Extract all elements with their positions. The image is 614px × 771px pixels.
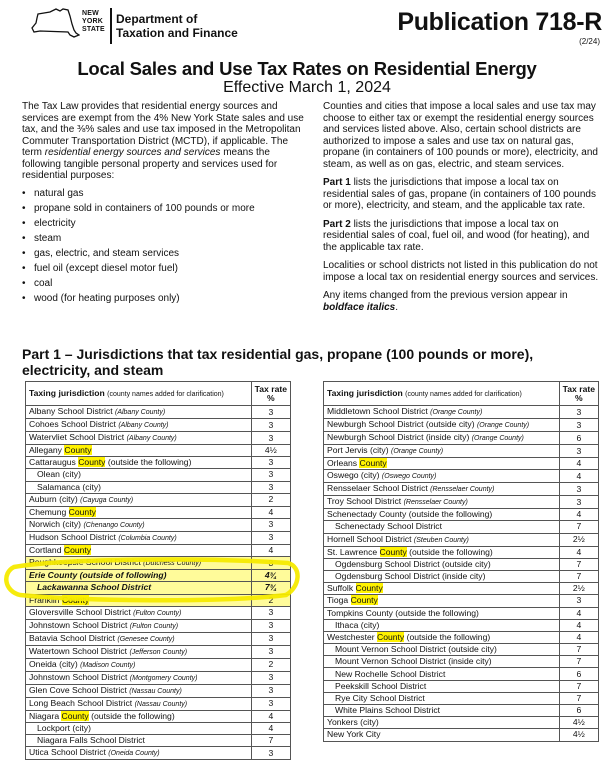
jurisdiction-cell: Johnstown School District (Fulton County) bbox=[26, 619, 252, 632]
tax-rate-cell: 3 bbox=[251, 747, 290, 760]
tax-rate-cell: 6 bbox=[559, 705, 598, 717]
table-row bbox=[324, 668, 599, 680]
tax-rate-cell: 7 bbox=[559, 570, 598, 582]
jurisdiction-cell: Poughkeepsie School District (Dutchess County) bbox=[26, 557, 252, 570]
jurisdiction-cell: Lockport (city) bbox=[26, 722, 252, 734]
tax-rate-cell: 3 bbox=[251, 406, 290, 419]
publication-number: Publication 718-R bbox=[397, 8, 602, 36]
jurisdiction-cell: Allegany County bbox=[26, 445, 252, 457]
tax-rate-cell: 4 bbox=[559, 509, 598, 521]
table-row bbox=[324, 432, 599, 445]
table-header-row bbox=[324, 382, 599, 406]
jurisdiction-cell: White Plains School District bbox=[324, 705, 560, 717]
tax-rate-cell: 7 bbox=[559, 558, 598, 570]
tax-rate-cell: 7 bbox=[559, 692, 598, 704]
changes-note: Any items changed from the previous version appear in boldface italics. bbox=[323, 290, 568, 313]
tax-rate-cell: 3 bbox=[251, 619, 290, 632]
table-row bbox=[26, 619, 291, 632]
jurisdiction-cell: Newburgh School District (outside city) (Orange County) bbox=[324, 419, 560, 432]
county-note: (Cayuga County) bbox=[80, 496, 134, 504]
jurisdiction-cell: Troy School District (Rensselaer County) bbox=[324, 496, 560, 509]
tax-rate-cell: 2 bbox=[251, 493, 290, 506]
part1-description: Part 1 lists the jurisdictions that impose a local tax on residential sales of gas, propane (in containers of 100 pounds or more), electricity, and steam, and the applicable tax rate. bbox=[323, 177, 596, 211]
jurisdiction-cell: Watervliet School District (Albany County) bbox=[26, 432, 252, 445]
jurisdiction-cell: Tompkins County (outside the following) bbox=[324, 607, 560, 619]
tax-rate-cell: 2 bbox=[251, 658, 290, 671]
tax-rate-cell: 2 bbox=[251, 594, 290, 606]
table-row bbox=[324, 583, 599, 595]
table-row bbox=[26, 658, 291, 671]
jurisdiction-cell: Rye City School District bbox=[324, 692, 560, 704]
county-note: (Fulton County) bbox=[129, 622, 179, 630]
county-note: (Rensselaer County) bbox=[403, 499, 468, 507]
highlighted-text: County bbox=[64, 445, 92, 456]
table-row bbox=[26, 457, 291, 469]
jurisdiction-cell: Batavia School District (Genesee County) bbox=[26, 632, 252, 645]
table-row bbox=[26, 445, 291, 457]
publication-date: (2/24) bbox=[579, 37, 600, 46]
table-row bbox=[26, 606, 291, 619]
effective-date: Effective March 1, 2024 bbox=[223, 79, 391, 96]
jurisdiction-cell: Lackawanna School District bbox=[26, 582, 252, 594]
table-row bbox=[324, 607, 599, 619]
county-note: (Rensselaer County) bbox=[430, 486, 495, 494]
table-row bbox=[26, 747, 291, 760]
department-name: Department of Taxation and Finance bbox=[116, 12, 238, 40]
table-row bbox=[324, 496, 599, 509]
jurisdiction-cell: Mount Vernon School District (outside city) bbox=[324, 644, 560, 656]
table-row bbox=[324, 445, 599, 458]
jurisdiction-cell: Ogdensburg School District (inside city) bbox=[324, 570, 560, 582]
jurisdiction-column-header: Taxing jurisdiction (county names added for clarification) bbox=[26, 382, 252, 406]
county-note: (Albany County) bbox=[114, 409, 166, 416]
jurisdiction-cell: Watertown School District (Jefferson County) bbox=[26, 645, 252, 658]
jurisdiction-cell: Oswego (city) (Oswego County) bbox=[324, 470, 560, 483]
jurisdiction-cell: Albany School District (Albany County) bbox=[26, 406, 252, 419]
highlighted-text: County bbox=[61, 594, 90, 605]
tax-rate-cell: 2½ bbox=[559, 533, 598, 546]
rates-table-right bbox=[323, 381, 599, 742]
table-row bbox=[324, 570, 599, 582]
tax-rate-cell: 7¾ bbox=[251, 582, 290, 594]
nys-logo bbox=[30, 6, 238, 46]
tax-rate-cell: 3 bbox=[251, 481, 290, 493]
tax-rate-cell: 3 bbox=[251, 645, 290, 658]
highlighted-text: County bbox=[359, 458, 387, 469]
tax-rate-cell: 3 bbox=[559, 595, 598, 607]
table-row bbox=[324, 483, 599, 496]
tax-rate-cell: 3 bbox=[559, 483, 598, 496]
jurisdiction-cell: Oneida (city) (Madison County) bbox=[26, 658, 252, 671]
tax-rate-cell: 3 bbox=[559, 496, 598, 509]
highlighted-text: County bbox=[61, 710, 89, 721]
county-note: (Dutchess County) bbox=[143, 560, 202, 568]
energy-source-item: • fuel oil (except diesel motor fuel) bbox=[22, 261, 304, 276]
county-note: (Oneida County) bbox=[108, 750, 160, 758]
table-row bbox=[324, 644, 599, 656]
table-row bbox=[26, 406, 291, 419]
tax-rate-cell: 3 bbox=[251, 632, 290, 645]
tax-rate-cell: 7 bbox=[559, 521, 598, 533]
jurisdiction-cell: Johnstown School District (Montgomery County) bbox=[26, 671, 252, 684]
table-row bbox=[26, 469, 291, 481]
table-row bbox=[26, 432, 291, 445]
jurisdiction-cell: Ithaca (city) bbox=[324, 619, 560, 631]
tax-rate-cell: 4 bbox=[559, 458, 598, 470]
table-row bbox=[324, 631, 599, 643]
jurisdiction-cell: Utica School District (Oneida County) bbox=[26, 747, 252, 760]
tax-rate-cell: 3 bbox=[251, 671, 290, 684]
county-note: (Orange County) bbox=[476, 422, 530, 429]
table-row bbox=[26, 645, 291, 658]
table-row bbox=[324, 619, 599, 631]
county-note: (Fulton County) bbox=[133, 609, 182, 617]
table-row bbox=[26, 735, 291, 747]
jurisdiction-cell: New York City bbox=[324, 729, 560, 741]
tax-rate-cell: 4½ bbox=[251, 445, 290, 457]
tax-rate-cell: 3 bbox=[559, 419, 598, 432]
jurisdiction-cell: Hudson School District (Columbia County) bbox=[26, 531, 252, 544]
new-york-state-outline-icon bbox=[30, 8, 80, 42]
table-row bbox=[26, 710, 291, 722]
tax-rate-cell: 4 bbox=[559, 619, 598, 631]
table-row bbox=[324, 419, 599, 432]
energy-source-item: • gas, electric, and steam services bbox=[22, 246, 304, 261]
tax-rate-cell: 4½ bbox=[559, 729, 598, 741]
energy-source-item: • coal bbox=[22, 276, 304, 291]
jurisdiction-column-header: Taxing jurisdiction (county names added for clarification) bbox=[324, 382, 560, 406]
county-note: (Montgomery County) bbox=[129, 674, 198, 682]
jurisdiction-cell: Niagara Falls School District bbox=[26, 735, 252, 747]
intro-left-column bbox=[22, 101, 304, 306]
table-row bbox=[26, 671, 291, 684]
highlighted-text: County bbox=[63, 545, 92, 556]
table-row bbox=[324, 705, 599, 717]
table-row bbox=[324, 458, 599, 470]
table-row bbox=[324, 558, 599, 570]
intro-paragraph: The Tax Law provides that residential energy sources and services are exempt from the 4% New York State sales and use tax, and the ⅜% sales and use tax imposed in the Metropolitan Commuter Transportation District (MCTD), if applicable. The term residential energy sources and services means the following tangible personal property and services used for residential purposes: bbox=[22, 101, 304, 181]
county-note: (Nassau County) bbox=[129, 687, 182, 695]
jurisdiction-cell: Westchester County (outside the following) bbox=[324, 631, 560, 643]
rate-column-header: Tax rate % bbox=[559, 382, 598, 406]
jurisdiction-cell: Hornell School District (Steuben County) bbox=[324, 533, 560, 546]
jurisdiction-cell: Middletown School District (Orange County) bbox=[324, 406, 560, 419]
energy-source-item: • electricity bbox=[22, 216, 304, 231]
county-note: (Orange County) bbox=[390, 448, 444, 455]
jurisdiction-cell: Peekskill School District bbox=[324, 680, 560, 692]
table-row bbox=[324, 692, 599, 704]
tax-rate-cell: 3 bbox=[559, 445, 598, 458]
table-row bbox=[26, 557, 291, 570]
table-row bbox=[26, 544, 291, 556]
jurisdiction-cell: Port Jervis (city) (Orange County) bbox=[324, 445, 560, 458]
jurisdiction-cell: Franklin County bbox=[26, 594, 252, 606]
tax-rate-cell: 3 bbox=[251, 557, 290, 570]
jurisdiction-cell: Niagara County (outside the following) bbox=[26, 710, 252, 722]
tax-rate-cell: 3 bbox=[251, 531, 290, 544]
table-row bbox=[26, 506, 291, 518]
table-row bbox=[26, 419, 291, 432]
jurisdiction-cell: Cohoes School District (Albany County) bbox=[26, 419, 252, 432]
jurisdiction-cell: Erie County (outside of following) bbox=[26, 570, 252, 582]
county-note: (Nassau County) bbox=[134, 700, 188, 708]
jurisdiction-cell: Suffolk County bbox=[324, 583, 560, 595]
energy-source-item: • propane sold in containers of 100 pounds or more bbox=[22, 201, 304, 216]
rates-table-left bbox=[25, 381, 291, 760]
table-row bbox=[324, 729, 599, 741]
tax-rate-cell: 7 bbox=[251, 735, 290, 747]
table-row bbox=[26, 582, 291, 594]
tax-rate-cell: 4 bbox=[559, 470, 598, 483]
energy-source-list bbox=[22, 186, 304, 306]
tax-rate-cell: 3 bbox=[251, 606, 290, 619]
tax-rate-cell: 4½ bbox=[559, 717, 598, 729]
jurisdiction-cell: Schenectady County (outside the following) bbox=[324, 509, 560, 521]
jurisdiction-cell: Olean (city) bbox=[26, 469, 252, 481]
table-row bbox=[324, 521, 599, 533]
jurisdiction-cell: Yonkers (city) bbox=[324, 717, 560, 729]
highlighted-text: County bbox=[377, 631, 405, 642]
county-note: (Madison County) bbox=[80, 661, 136, 669]
rate-column-header: Tax rate % bbox=[251, 382, 290, 406]
county-note: (Albany County) bbox=[126, 435, 177, 442]
jurisdiction-cell: Schenectady School District bbox=[324, 521, 560, 533]
local-tax-paragraph: Counties and cities that impose a local sales and use tax may choose to either tax or exempt the residential energy sources and services listed above. Also, certain school districts are authorized to impose a sales and use tax on natural gas, propane (in containers of 100 pounds or more), electricity, and steam, as well as on gas, electric, and steam services. bbox=[323, 101, 598, 170]
tax-rate-cell: 3 bbox=[251, 469, 290, 481]
tax-rate-cell: 4¾ bbox=[251, 570, 290, 582]
county-note: (Albany County) bbox=[118, 422, 169, 429]
table-row bbox=[26, 531, 291, 544]
table-row bbox=[324, 533, 599, 546]
tax-rate-cell: 3 bbox=[251, 684, 290, 697]
jurisdiction-cell: Salamanca (city) bbox=[26, 481, 252, 493]
highlighted-text: County bbox=[379, 546, 407, 557]
part2-description: Part 2 lists the jurisdictions that impose a local tax on residential sales of coal, fuel oil, and wood (for heating), and the applicable tax rate. bbox=[323, 218, 590, 253]
tax-rate-cell: 4 bbox=[251, 722, 290, 734]
highlighted-text: County bbox=[355, 583, 383, 594]
jurisdiction-cell: Mount Vernon School District (inside city) bbox=[324, 656, 560, 668]
energy-source-item: • natural gas bbox=[22, 186, 304, 201]
tax-rate-cell: 6 bbox=[559, 668, 598, 680]
table-row bbox=[324, 680, 599, 692]
unlisted-note: Localities or school districts not listed in this publication do not impose a local tax on residential energy sources and services. bbox=[323, 260, 599, 283]
jurisdiction-cell: New Rochelle School District bbox=[324, 668, 560, 680]
highlighted-text: County bbox=[68, 506, 96, 517]
tax-rate-cell: 4 bbox=[559, 546, 598, 558]
tax-rate-cell: 3 bbox=[251, 697, 290, 710]
table-row bbox=[26, 632, 291, 645]
table-row bbox=[26, 594, 291, 606]
highlighted-text: County bbox=[78, 457, 106, 468]
tax-rate-cell: 4 bbox=[251, 710, 290, 722]
jurisdiction-cell: Cortland County bbox=[26, 544, 252, 556]
county-note: (Columbia County) bbox=[118, 534, 177, 542]
jurisdiction-cell: Newburgh School District (inside city) (Orange County) bbox=[324, 432, 560, 445]
logo-state-text: NEW YORK STATE bbox=[82, 10, 105, 33]
table-row bbox=[324, 717, 599, 729]
jurisdiction-cell: Orleans County bbox=[324, 458, 560, 470]
county-note: (Orange County) bbox=[430, 409, 483, 416]
highlighted-text: County bbox=[350, 595, 378, 606]
part1-heading: Part 1 – Jurisdictions that tax residential gas, propane (100 pounds or more), electricity, and steam bbox=[22, 346, 534, 378]
tax-rate-cell: 3 bbox=[251, 457, 290, 469]
tax-rate-cell: 6 bbox=[559, 432, 598, 445]
table-row bbox=[26, 570, 291, 582]
jurisdiction-cell: Auburn (city) (Cayuga County) bbox=[26, 493, 252, 506]
intro-right-column bbox=[323, 101, 601, 320]
logo-divider bbox=[110, 8, 112, 44]
tax-rate-cell: 3 bbox=[251, 518, 290, 531]
table-row bbox=[26, 481, 291, 493]
table-header-row bbox=[26, 382, 291, 406]
county-note: (Orange County) bbox=[471, 435, 524, 442]
jurisdiction-cell: Rensselaer School District (Rensselaer County) bbox=[324, 483, 560, 496]
county-note: (Genesee County) bbox=[117, 635, 175, 643]
tax-rate-cell: 4 bbox=[251, 506, 290, 518]
tax-rate-cell: 2½ bbox=[559, 583, 598, 595]
table-row bbox=[324, 656, 599, 668]
page-header bbox=[0, 0, 614, 52]
table-row bbox=[26, 518, 291, 531]
county-note: (Chenango County) bbox=[83, 521, 145, 529]
tax-rate-cell: 4 bbox=[559, 631, 598, 643]
table-row bbox=[324, 509, 599, 521]
jurisdiction-cell: Cattaraugus County (outside the following) bbox=[26, 457, 252, 469]
county-note: (Oswego County) bbox=[381, 473, 437, 481]
table-row bbox=[26, 722, 291, 734]
energy-source-item: • wood (for heating purposes only) bbox=[22, 291, 304, 306]
tax-rate-cell: 7 bbox=[559, 656, 598, 668]
tax-rate-cell: 3 bbox=[251, 432, 290, 445]
table-row bbox=[324, 546, 599, 558]
jurisdiction-cell: Gloversville School District (Fulton County) bbox=[26, 606, 252, 619]
table-row bbox=[26, 684, 291, 697]
county-note: (Jefferson County) bbox=[129, 648, 188, 656]
tax-rate-cell: 7 bbox=[559, 644, 598, 656]
table-row bbox=[324, 406, 599, 419]
jurisdiction-cell: Tioga County bbox=[324, 595, 560, 607]
county-note: (Steuben County) bbox=[413, 536, 469, 544]
tax-rate-cell: 7 bbox=[559, 680, 598, 692]
jurisdiction-cell: Norwich (city) (Chenango County) bbox=[26, 518, 252, 531]
tax-rate-cell: 4 bbox=[559, 607, 598, 619]
jurisdiction-cell: Glen Cove School District (Nassau County) bbox=[26, 684, 252, 697]
jurisdiction-cell: Long Beach School District (Nassau County) bbox=[26, 697, 252, 710]
tax-rate-cell: 3 bbox=[559, 406, 598, 419]
tax-rate-cell: 3 bbox=[251, 419, 290, 432]
jurisdiction-cell: Ogdensburg School District (outside city) bbox=[324, 558, 560, 570]
page-title: Local Sales and Use Tax Rates on Residential Energy bbox=[77, 58, 537, 79]
jurisdiction-cell: St. Lawrence County (outside the following) bbox=[324, 546, 560, 558]
energy-source-item: • steam bbox=[22, 231, 304, 246]
tax-rate-cell: 4 bbox=[251, 544, 290, 556]
table-row bbox=[26, 493, 291, 506]
table-row bbox=[26, 697, 291, 710]
jurisdiction-cell: Chemung County bbox=[26, 506, 252, 518]
table-row bbox=[324, 470, 599, 483]
table-row bbox=[324, 595, 599, 607]
